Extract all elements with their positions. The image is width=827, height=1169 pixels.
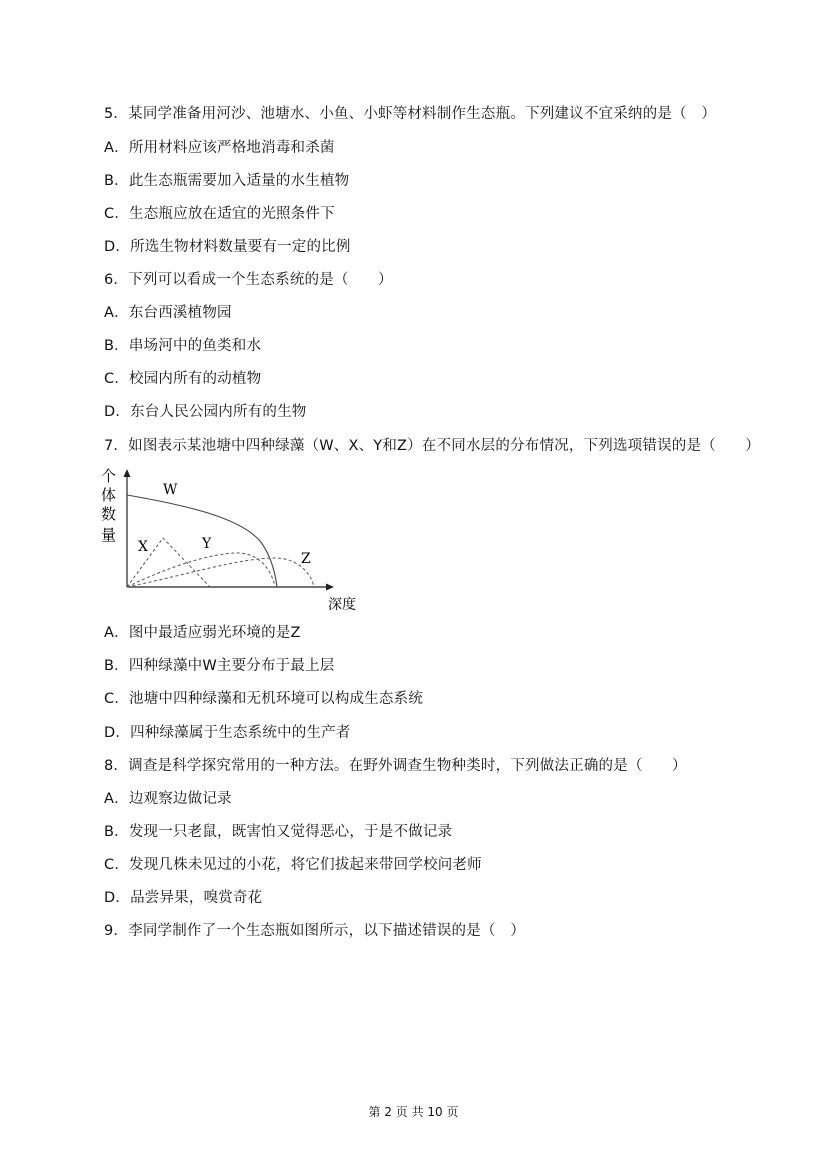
curve-label-y: Y [202,536,212,552]
q7-stem: 7．如图表示某池塘中四种绿藻（W、X、Y和Z）在不同水层的分布情况，下列选项错误的是（ ） [104,438,760,454]
q6-option-a: A．东台西溪植物园 [104,305,232,321]
q8-option-b: B．发现一只老鼠，既害怕又觉得恶心，于是不做记录 [104,824,453,840]
page-footer: 第 2 页 共 10 页 [368,1105,459,1119]
y-label-char-3: 数 [101,505,117,523]
y-label-char-2: 体 [101,486,117,504]
q6-stem: 6．下列可以看成一个生态系统的是（ ） [104,272,393,288]
q7-option-d: D．四种绿藻属于生态系统中的生产者 [104,725,351,741]
curve-label-x: X [138,539,148,555]
y-label-char-1: 个 [101,467,117,485]
q7-option-c: C．池塘中四种绿藻和无机环境可以构成生态系统 [104,691,424,707]
curve-label-z: Z [301,551,311,567]
q5-option-b: B．此生态瓶需要加入适量的水生植物 [104,173,350,189]
q6-option-c: C．校园内所有的动植物 [104,371,262,387]
q5-option-a: A．所用材料应该严格地消毒和杀菌 [104,140,335,156]
y-axis-arrow [124,469,131,477]
x-axis-arrow [326,584,334,591]
curve-label-w: W [163,482,178,498]
q8-option-d: D．品尝异果，嗅赏奇花 [104,890,263,906]
x-axis-label: 深度 [328,597,356,613]
q5-option-c: C．生态瓶应放在适宜的光照条件下 [104,206,335,222]
q8-option-a: A．边观察边做记录 [104,791,232,807]
q6-option-d: D．东台人民公园内所有的生物 [104,404,307,420]
q8-option-c: C．发现几株未见过的小花，将它们拔起来带回学校问老师 [104,857,482,873]
y-label-char-4: 量 [101,526,117,544]
q5-option-d: D．所选生物材料数量要有一定的比例 [104,239,351,255]
q9-stem: 9．李同学制作了一个生态瓶如图所示，以下描述错误的是（ ） [104,923,526,939]
curve-z [127,558,314,587]
q7-option-b: B．四种绿藻中W主要分布于最上层 [104,658,335,674]
q7-option-a: A．图中最适应弱光环境的是Z [104,625,301,641]
algae-distribution-figure [100,466,370,616]
q5-stem: 5．某同学准备用河沙、池塘水、小鱼、小虾等材料制作生态瓶。下列建议不宜采纳的是（ ） [104,106,717,122]
q8-stem: 8．调查是科学探究常用的一种方法。在野外调查生物种类时，下列做法正确的是（ ） [104,758,687,774]
q6-option-b: B．串场河中的鱼类和水 [104,338,262,354]
